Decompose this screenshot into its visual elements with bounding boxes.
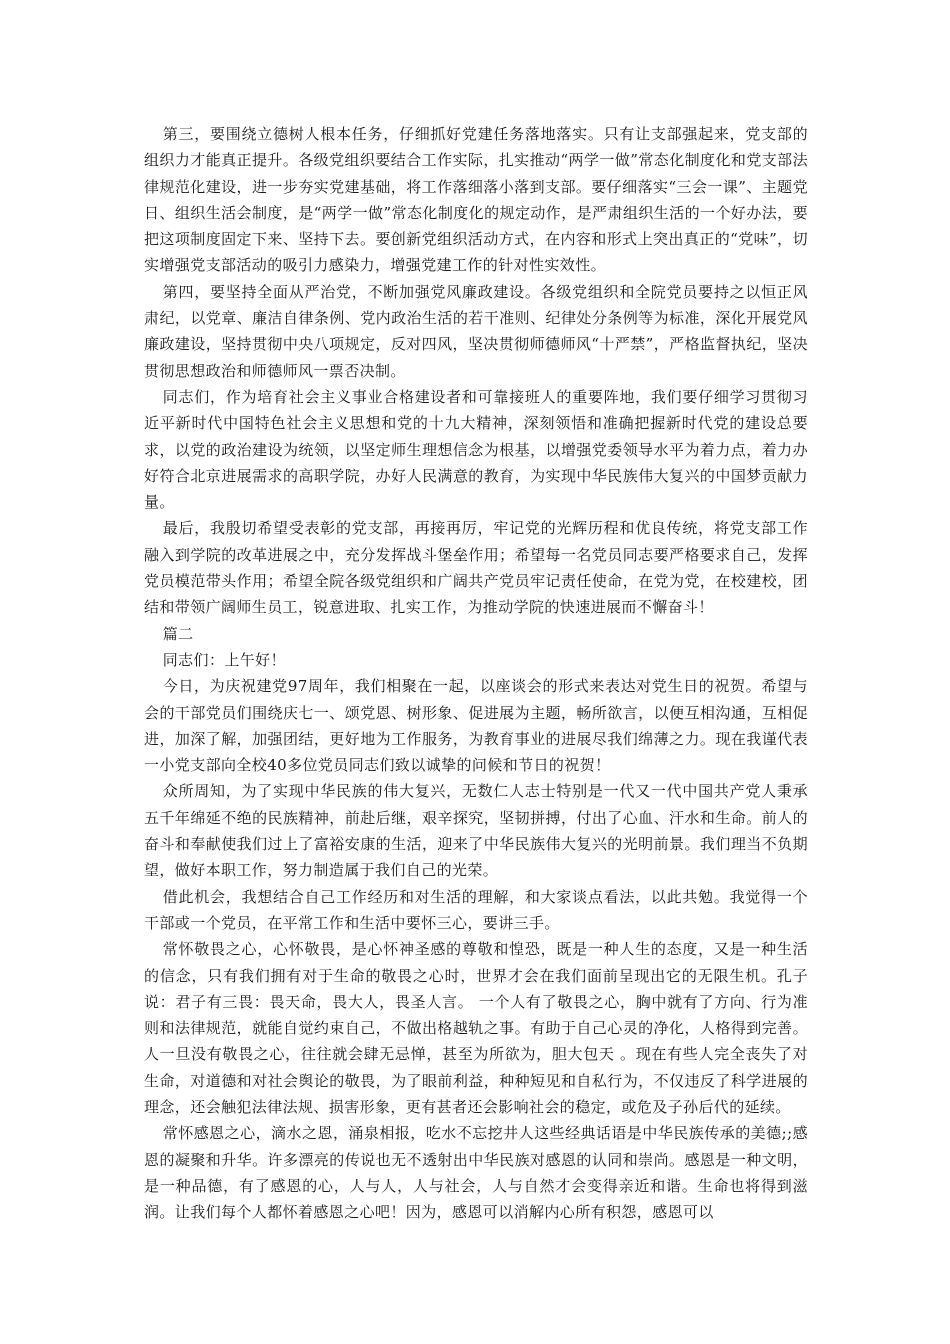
paragraph-finally: 最后，我殷切希望受表彰的党支部，再接再厉，牢记党的光辉历程和优良传统，将党支部工作融入到学院的改革进展之中，充分发挥战斗堡垒作用；希望每一名党员同志要严格要求自己，发挥党员模范带头作用；希望全院各级党组织和广阔共产党员牢记责任使命，在党为党，在校建校，团结和带领广阔师生员工，锐意进取、扎实工作，为推动学院的快速进展而不懈奋斗！ (144, 519, 808, 617)
section-heading-part-two: 篇二 (162, 624, 194, 643)
paragraph-fourth-point: 第四，要坚持全面从严治党，不断加强党风廉政建设。各级党组织和全院党员要持之以恒正风肃纪，以党章、廉洁自律条例、党内政治生活的若干准则、纪律处分条例等为标准，深化开展党风廉政建设，坚持贯彻中央八项规定，反对四风，坚决贯彻师德师风“十严禁”，严格监督执纪，坚决贯彻思想政治和师德师风一票否决制。 (144, 282, 808, 380)
paragraph-opportunity: 借此机会，我想结合自己工作经历和对生活的理解，和大家谈点看法，以此共勉。我觉得一个干部或一个党员，在平常工作和生活中要怀三心，要讲三手。 (144, 887, 808, 932)
paragraph-comrades: 同志们，作为培育社会主义事业合格建设者和可靠接班人的重要阵地，我们要仔细学习贯彻习近平新时代中国特色社会主义思想和党的十九大精神，深刻领悟和准确把握新时代党的建设总要求，以党的政治建设为统领，以坚定师生理想信念为根基，以增强党委领导水平为着力点，着力办好符合北京进展需求的高职学院，办好人民满意的教育，为实现中华民族伟大复兴的中国梦贡献力量。 (144, 387, 808, 512)
paragraph-greeting: 同志们：上午好！ (162, 650, 286, 669)
paragraph-well-known: 众所周知，为了实现中华民族的伟大复兴，无数仁人志士特别是一代又一代中国共产党人秉承五千年绵延不绝的民族精神，前赴后继，艰辛探究，坚韧拼搏，付出了心血、汗水和生命。前人的奋斗和奉献使我们过上了富裕安康的生活，迎来了中华民族伟大复兴的光明前景。我们理当不负期望，做好本职工作，努力制造属于我们自己的光荣。 (144, 782, 808, 880)
paragraph-third-point: 第三，要围绕立德树人根本任务，仔细抓好党建任务落地落实。只有让支部强起来，党支部的组织力才能真正提升。各级党组织要结合工作实际，扎实推动“两学一做”常态化制度化和党支部法律规范化建设，进一步夯实党建基础，将工作落细落小落到支部。要仔细落实“三会一课”、主题党日、组织生活会制度，是“两学一做”常态化制度化的规定动作，是严肃组织生活的一个好办法，要把这项制度固定下来、坚持下去。要创新党组织活动方式，在内容和形式上突出真正的“党味”，切实增强党支部活动的吸引力感染力，增强党建工作的针对性实效性。 (144, 125, 808, 275)
paragraph-today: 今日，为庆祝建党97周年，我们相聚在一起，以座谈会的形式来表达对党生日的祝贺。希望与会的干部党员们围绕庆七一、颂党恩、树形象、促进展为主题，畅所欲言，以便互相沟通，互相促进，加深了解，加强团结，更好地为工作服务，为教育事业的进展尽我们绵薄之力。现在我谨代表一小党支部向全校40多位党员同志们致以诚挚的问候和节日的祝贺！ (144, 677, 808, 775)
paragraph-reverence: 常怀敬畏之心，心怀敬畏，是心怀神圣感的尊敬和惶恐，既是一种人生的态度，又是一种生活的信念，只有我们拥有对于生命的敬畏之心时，世界才会在我们面前呈现出它的无限生机。孔子说：君子有三畏：畏天命，畏大人，畏圣人言。 一个人有了敬畏之心，胸中就有了方向、行为准则和法律规范，就能自觉约束自己，不做出格越轨之事。有助于自己心灵的净化，人格得到完善。人一旦没有敬畏之心，往往就会肆无忌惮，甚至为所欲为，胆大包天 。现在有些人完全丧失了对生命，对道德和对社会舆论的敬畏，为了眼前利益，种种短见和自私行为，不仅违反了科学进展的理念，还会触犯法律法规、损害形象，更有甚者还会影响社会的稳定，或危及子孙后代的延续。 (144, 940, 808, 1116)
document-body (144, 121, 808, 1225)
paragraph-gratitude: 常怀感恩之心，滴水之恩，涌泉相报，吃水不忘挖井人这些经典话语是中华民族传承的美德;;感恩的凝聚和升华。许多漂亮的传说也无不透射出中华民族对感恩的认同和崇尚。感恩是一种文明，是一种品德，有了感恩的心，人与人，人与社会，人与自然才会变得亲近和谐。生命也将得到滋润。让我们每个人都怀着感恩之心吧！因为，感恩可以消解内心所有积怨，感恩可以 (144, 1124, 808, 1222)
